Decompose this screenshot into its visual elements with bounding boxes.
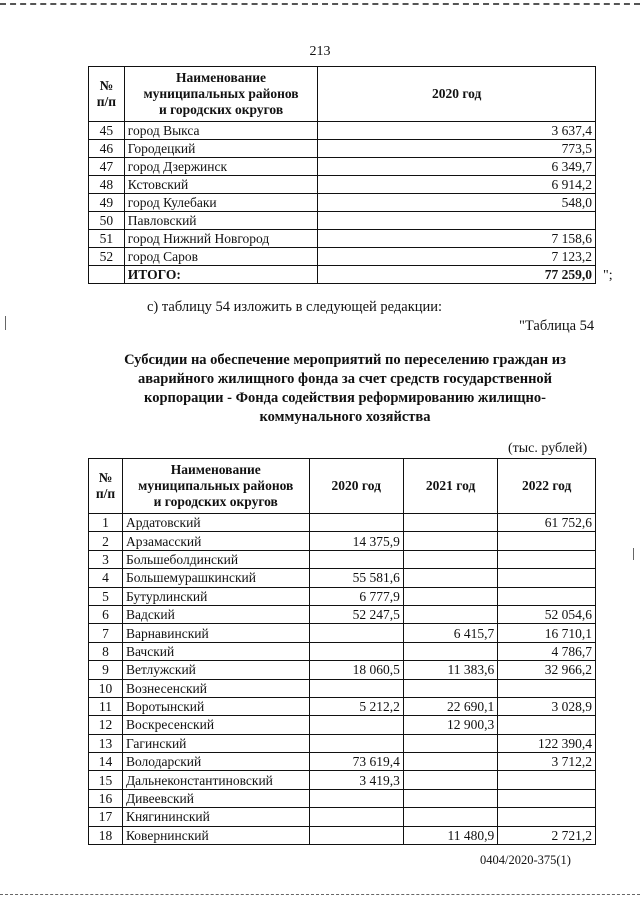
closing-quote: "; — [603, 268, 613, 283]
municipality-name: Ковернинский — [122, 826, 309, 844]
municipality-name: Дальнеконстантиновский — [122, 771, 309, 789]
table-row — [89, 158, 596, 176]
value-2022 — [498, 716, 596, 734]
value-2020 — [309, 734, 403, 752]
municipality-name: Вознесенский — [122, 679, 309, 697]
row-number: 17 — [89, 808, 123, 826]
value-2020: 5 212,2 — [309, 697, 403, 715]
value-2021 — [403, 734, 497, 752]
row-number: 49 — [89, 194, 125, 212]
value-2021 — [403, 771, 497, 789]
value-2021: 6 415,7 — [403, 624, 497, 642]
col-header-2022: 2022 год — [498, 459, 596, 514]
table-row — [89, 550, 596, 568]
value-2022 — [498, 550, 596, 568]
municipality-name: Вачский — [122, 642, 309, 660]
municipality-name: Кстовский — [124, 176, 317, 194]
value-2020: 14 375,9 — [309, 532, 403, 550]
municipality-name: Павловский — [124, 212, 317, 230]
table-row — [89, 753, 596, 771]
value-2022: 16 710,1 — [498, 624, 596, 642]
value-2022: 32 966,2 — [498, 661, 596, 679]
table-row — [89, 514, 596, 532]
value-2020: 6 914,2 — [318, 176, 596, 194]
value-2021 — [403, 514, 497, 532]
value-2022 — [498, 789, 596, 807]
value-2021 — [403, 569, 497, 587]
total-value: 77 259,0 — [318, 266, 596, 284]
col-header-2020: 2020 год — [318, 67, 596, 122]
municipality-name: Большемурашкинский — [122, 569, 309, 587]
table-heading: Субсидии на обеспечение мероприятий по переселению граждан из аварийного жилищного фонда за счет средств государственной корпорации - Фонда содействия реформированию жилищно-коммунального хозяйства — [124, 352, 566, 425]
table-row — [89, 248, 596, 266]
row-number: 50 — [89, 212, 125, 230]
municipality-name: Гагинский — [122, 734, 309, 752]
table-row — [89, 532, 596, 550]
municipality-name: Дивеевский — [122, 789, 309, 807]
municipality-name: город Дзержинск — [124, 158, 317, 176]
row-number: 18 — [89, 826, 123, 844]
document-code: 0404/2020-375(1) — [480, 853, 571, 867]
subsidies-table — [88, 458, 596, 845]
table-row — [89, 661, 596, 679]
value-2021 — [403, 808, 497, 826]
scan-bottom-edge — [0, 894, 640, 895]
row-number: 4 — [89, 569, 123, 587]
municipality-name: Вадский — [122, 605, 309, 623]
row-number: 48 — [89, 176, 125, 194]
row-number: 1 — [89, 514, 123, 532]
table-row — [89, 212, 596, 230]
value-2020 — [309, 514, 403, 532]
value-2020 — [309, 789, 403, 807]
value-2022 — [498, 532, 596, 550]
col-header-number: № п/п — [89, 459, 123, 514]
page-number: 213 — [309, 44, 331, 59]
row-number: 2 — [89, 532, 123, 550]
municipality-name: Ардатовский — [122, 514, 309, 532]
value-2020: 73 619,4 — [309, 753, 403, 771]
value-2020 — [309, 808, 403, 826]
value-2020 — [309, 642, 403, 660]
row-number: 7 — [89, 624, 123, 642]
value-2020: 6 349,7 — [318, 158, 596, 176]
table-row — [89, 587, 596, 605]
margin-mark — [5, 316, 6, 330]
value-2021 — [403, 550, 497, 568]
table-row — [89, 194, 596, 212]
empty-cell — [89, 266, 125, 284]
row-number: 6 — [89, 605, 123, 623]
value-2021 — [403, 587, 497, 605]
value-2020: 52 247,5 — [309, 605, 403, 623]
value-2021 — [403, 605, 497, 623]
value-2020: 7 158,6 — [318, 230, 596, 248]
row-number: 47 — [89, 158, 125, 176]
municipal-table-continuation — [88, 66, 596, 284]
table-row — [89, 642, 596, 660]
row-number: 14 — [89, 753, 123, 771]
value-2021 — [403, 679, 497, 697]
value-2020: 548,0 — [318, 194, 596, 212]
municipality-name: Воротынский — [122, 697, 309, 715]
row-number: 45 — [89, 122, 125, 140]
row-number: 12 — [89, 716, 123, 734]
value-2020: 773,5 — [318, 140, 596, 158]
municipality-name: Варнавинский — [122, 624, 309, 642]
table-row — [89, 771, 596, 789]
table-row — [89, 808, 596, 826]
value-2020 — [309, 679, 403, 697]
table-row — [89, 605, 596, 623]
scan-top-edge — [0, 3, 640, 5]
instruction-text: с) таблицу 54 изложить в следующей редакции: — [147, 299, 443, 315]
units-label: (тыс. рублей) — [508, 441, 588, 456]
municipality-name: город Кулебаки — [124, 194, 317, 212]
value-2022: 52 054,6 — [498, 605, 596, 623]
table-row — [89, 826, 596, 844]
value-2022 — [498, 679, 596, 697]
row-number: 51 — [89, 230, 125, 248]
municipality-name: Володарский — [122, 753, 309, 771]
municipality-name: Арзамасский — [122, 532, 309, 550]
value-2020 — [309, 624, 403, 642]
value-2021 — [403, 532, 497, 550]
value-2020 — [318, 212, 596, 230]
value-2022: 122 390,4 — [498, 734, 596, 752]
municipality-name: город Нижний Новгород — [124, 230, 317, 248]
row-number: 13 — [89, 734, 123, 752]
row-number: 52 — [89, 248, 125, 266]
table-row — [89, 122, 596, 140]
value-2020: 3 637,4 — [318, 122, 596, 140]
row-number: 8 — [89, 642, 123, 660]
table-row — [89, 716, 596, 734]
value-2022: 2 721,2 — [498, 826, 596, 844]
value-2021: 11 480,9 — [403, 826, 497, 844]
table-row — [89, 569, 596, 587]
margin-mark — [633, 548, 634, 560]
table-row — [89, 624, 596, 642]
total-label: ИТОГО: — [124, 266, 317, 284]
value-2021: 12 900,3 — [403, 716, 497, 734]
table-label: "Таблица 54 — [519, 318, 595, 334]
value-2020: 7 123,2 — [318, 248, 596, 266]
value-2020 — [309, 716, 403, 734]
table-row — [89, 679, 596, 697]
value-2022: 4 786,7 — [498, 642, 596, 660]
row-number: 5 — [89, 587, 123, 605]
table-row — [89, 140, 596, 158]
row-number: 15 — [89, 771, 123, 789]
row-number: 11 — [89, 697, 123, 715]
table-row — [89, 176, 596, 194]
col-header-2021: 2021 год — [403, 459, 497, 514]
value-2022 — [498, 587, 596, 605]
municipality-name: Большеболдинский — [122, 550, 309, 568]
municipality-name: Бутурлинский — [122, 587, 309, 605]
value-2020 — [309, 550, 403, 568]
municipality-name: город Саров — [124, 248, 317, 266]
row-number: 9 — [89, 661, 123, 679]
value-2020: 55 581,6 — [309, 569, 403, 587]
value-2021: 22 690,1 — [403, 697, 497, 715]
col-header-name: Наименование муниципальных районов и городских округов — [124, 67, 317, 122]
col-header-number: № п/п — [89, 67, 125, 122]
row-number: 3 — [89, 550, 123, 568]
municipality-name: Ветлужский — [122, 661, 309, 679]
value-2021 — [403, 789, 497, 807]
value-2022: 3 712,2 — [498, 753, 596, 771]
value-2022 — [498, 771, 596, 789]
value-2020 — [309, 826, 403, 844]
total-row — [89, 266, 596, 284]
value-2021 — [403, 642, 497, 660]
col-header-2020: 2020 год — [309, 459, 403, 514]
row-number: 10 — [89, 679, 123, 697]
table-row — [89, 697, 596, 715]
municipality-name: Городецкий — [124, 140, 317, 158]
value-2020: 3 419,3 — [309, 771, 403, 789]
municipality-name: Воскресенский — [122, 716, 309, 734]
value-2022 — [498, 569, 596, 587]
row-number: 16 — [89, 789, 123, 807]
row-number: 46 — [89, 140, 125, 158]
value-2020: 6 777,9 — [309, 587, 403, 605]
value-2022: 3 028,9 — [498, 697, 596, 715]
value-2021: 11 383,6 — [403, 661, 497, 679]
municipality-name: город Выкса — [124, 122, 317, 140]
table-row — [89, 789, 596, 807]
value-2022 — [498, 808, 596, 826]
value-2021 — [403, 753, 497, 771]
col-header-name: Наименование муниципальных районов и городских округов — [122, 459, 309, 514]
table-row — [89, 230, 596, 248]
table-row — [89, 734, 596, 752]
municipality-name: Княгининский — [122, 808, 309, 826]
value-2022: 61 752,6 — [498, 514, 596, 532]
value-2020: 18 060,5 — [309, 661, 403, 679]
